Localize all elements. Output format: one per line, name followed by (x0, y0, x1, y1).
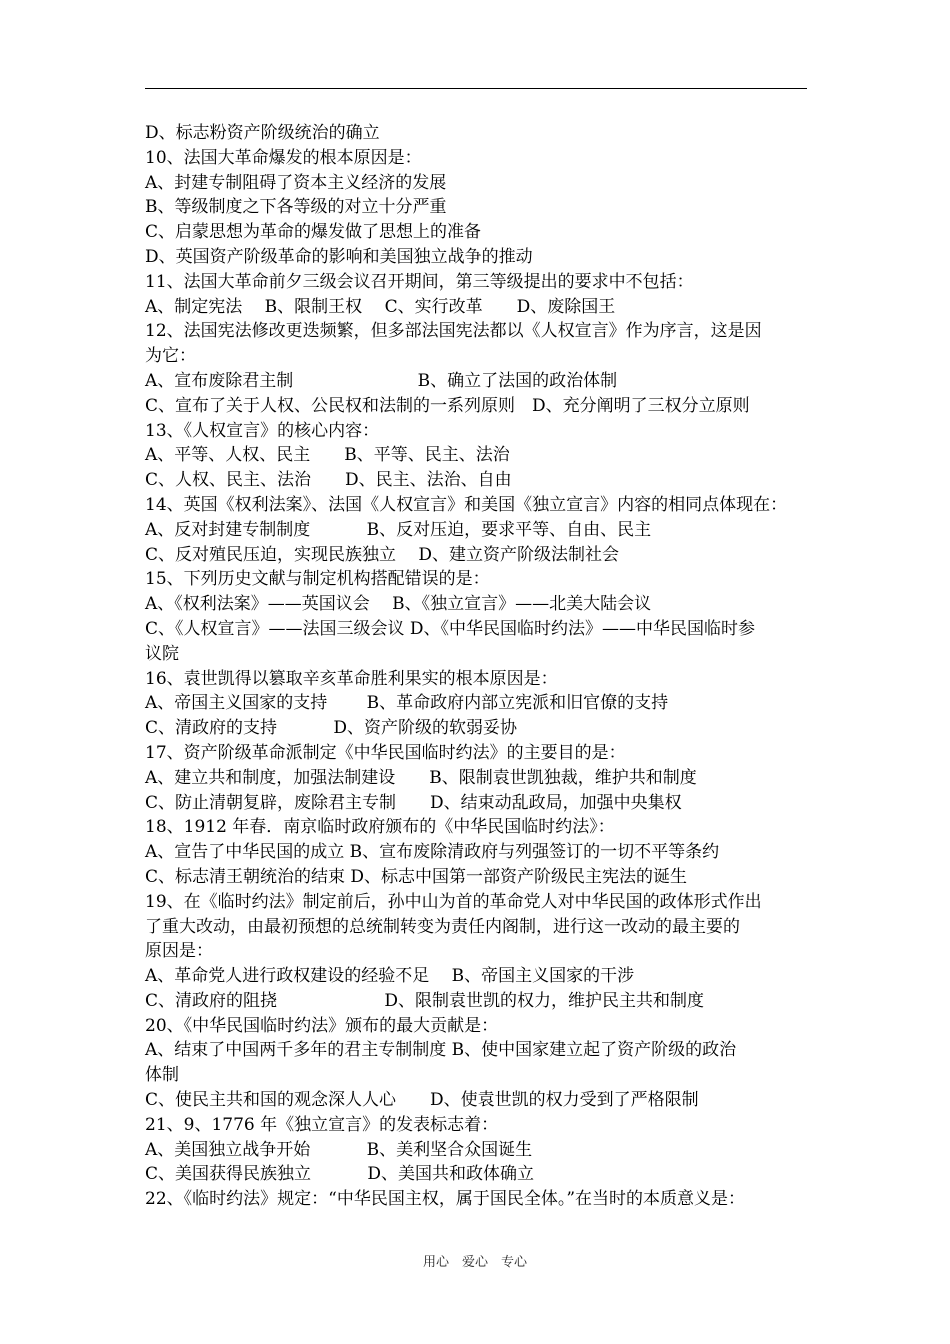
text-line: D、标志粉资产阶级统治的确立 (145, 123, 380, 143)
text-line: C、反对殖民压迫，实现民族独立 D、建立资产阶级法制社会 (145, 544, 620, 565)
text-line: B、等级制度之下各等级的对立十分严重 (145, 197, 447, 218)
page-footer: 用心 爱心 专心 (422, 1255, 527, 1270)
text-line: 10、法国大革命爆发的根本原因是： (145, 147, 422, 168)
text-line: D、英国资产阶级革命的影响和美国独立战争的推动 (145, 246, 533, 267)
text-line: C、人权、民主、法治 D、民主、法治、自由 (145, 470, 512, 491)
document-body (145, 121, 815, 1212)
text-line: 议院 (145, 643, 179, 664)
text-line: C、防止清朝复辟，废除君主专制 D、结束动乱政局，加强中央集权 (145, 792, 682, 813)
text-line: 11、法国大革命前夕三级会议召开期间，第三等级提出的要求中不包括： (145, 271, 694, 292)
text-line: A、平等、人权、民主 B、平等、民主、法治 (145, 445, 510, 466)
text-line: A、《权利法案》——英国议会 B、《独立宣言》——北美大陆会议 (145, 594, 652, 615)
text-line: C、美国获得民族独立 D、美国共和政体确立 (145, 1164, 535, 1185)
text-line: 14、英国《权利法案》、法国《人权宣言》和美国《独立宣言》内容的相同点体现在： (145, 494, 788, 515)
text-line: C、宣布了关于人权、公民权和法制的一系列原则 D、充分阐明了三权分立原则 (145, 395, 750, 416)
text-line: 22、《临时约法》规定：“中华民国主权，属于国民全体。”在当时的本质意义是： (145, 1189, 746, 1210)
text-line: 18、1912 年春．南京临时政府颁布的《中华民国临时约法》： (145, 817, 615, 838)
text-line: C、标志清王朝统治的结束 D、标志中国第一部资产阶级民主宪法的诞生 (145, 866, 688, 887)
text-line: A、封建专制阻碍了资本主义经济的发展 (145, 172, 447, 193)
text-line: A、反对封建专制制度 B、反对压迫，要求平等、自由、民主 (145, 519, 652, 540)
text-line: C、使民主共和国的观念深人人心 D、使袁世凯的权力受到了严格限制 (145, 1090, 699, 1111)
text-line: 为它： (145, 346, 196, 367)
header-rule (145, 88, 807, 89)
text-line: A、结束了中国两千多年的君主专制制度 B、使中国家建立起了资产阶级的政治 (145, 1040, 737, 1061)
text-line: 17、资产阶级革命派制定《中华民国临时约法》的主要目的是： (145, 742, 626, 763)
text-line: 13、《人权宣言》的核心内容： (145, 420, 380, 441)
text-line: C、清政府的支持 D、资产阶级的软弱妥协 (145, 718, 518, 739)
text-line: A、宣布废除君主制 B、确立了法国的政治体制 (145, 370, 618, 391)
text-line: 原因是： (145, 941, 213, 962)
text-line: C、启蒙思想为革命的爆发做了思想上的准备 (145, 222, 482, 243)
text-line: A、宣告了中华民国的成立 B、宣布废除清政府与列强签订的一切不平等条约 (145, 842, 720, 863)
text-line: A、革命党人进行政权建设的经验不足 B、帝国主义国家的干涉 (145, 966, 635, 987)
text-line: C、《人权宣言》——法国三级会议 D、《中华民国临时约法》——中华民国临时参 (145, 618, 756, 639)
text-line: 了重大改动，由最初预想的总统制转变为责任内阁制，进行这一改动的最主要的 (145, 916, 740, 937)
text-line: A、帝国主义国家的支持 B、革命政府内部立宪派和旧官僚的支持 (145, 693, 669, 714)
text-line: A、制定宪法 B、限制王权 C、实行改革 D、废除国王 (145, 296, 616, 317)
text-line: 21、9、1776 年《独立宣言》的发表标志着： (145, 1114, 499, 1135)
text-line: 体制 (145, 1065, 179, 1086)
text-line: 19、在《临时约法》制定前后，孙中山为首的革命党人对中华民国的政体形式作出 (145, 891, 762, 912)
text-line: A、建立共和制度，加强法制建设 B、限制袁世凯独裁，维护共和制度 (145, 767, 697, 788)
text-line: 20、《中华民国临时约法》颁布的最大贡献是： (145, 1015, 499, 1036)
text-line: 15、下列历史文献与制定机构搭配错误的是： (145, 569, 490, 590)
text-line: 16、袁世凯得以篡取辛亥革命胜利果实的根本原因是： (145, 668, 558, 689)
text-line: A、美国独立战争开始 B、美利坚合众国诞生 (145, 1139, 533, 1160)
text-line: 12、法国宪法修改更迭频繁，但多部法国宪法都以《人权宣言》作为序言，这是因 (145, 321, 762, 342)
text-line: C、清政府的阻挠 D、限制袁世凯的权力，维护民主共和制度 (145, 990, 705, 1011)
